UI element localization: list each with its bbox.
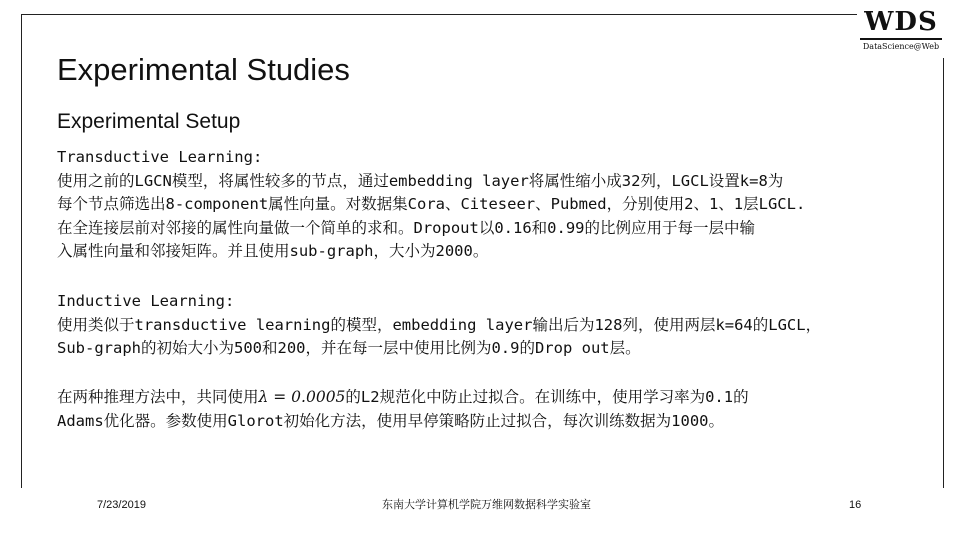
transductive-line: 使用之前的LGCN模型，将属性较多的节点，通过embedding layer将属性缩小成32列，LGCL设置k=8为 [57, 171, 784, 190]
lambda-formula: λ = 0.0005 [258, 388, 346, 406]
logo-rule [860, 38, 942, 40]
logo-subtext: DataScience@Web [862, 42, 940, 51]
logo-text: WDS [864, 7, 938, 37]
slide-title: Experimental Studies [57, 52, 350, 87]
transductive-line: 入属性向量和邻接矩阵。并且使用sub-graph，大小为2000。 [57, 242, 489, 260]
inductive-line: 使用类似于transductive learning的模型，embedding layer输出后为128列，使用两层k=64的LGCL， [57, 315, 822, 334]
training-line-1 [57, 386, 937, 410]
slide-subtitle: Experimental Setup [57, 110, 241, 133]
inductive-section [57, 290, 937, 361]
wds-logo [858, 7, 944, 55]
transductive-line: 在全连接层前对邻接的属性向量做一个简单的求和。Dropout以0.16和0.99的比例应用于每一层中输 [57, 218, 755, 237]
frame-right-border [943, 58, 944, 488]
footer-date: 7/23/2019 [97, 499, 146, 511]
transductive-heading: Transductive Learning: [57, 148, 263, 166]
frame-left-border [21, 14, 22, 488]
transductive-line: 每个节点筛选出8-component属性向量。对数据集Cora、Citeseer、Pubmed，分别使用2、1、1层LGCL. [57, 195, 806, 213]
inductive-heading: Inductive Learning: [57, 292, 235, 310]
inductive-line: Sub-graph的初始大小为500和200，并在每一层中使用比例为0.9的Drop out层。 [57, 339, 641, 357]
training-line-2: Adams优化器。参数使用Glorot初始化方法，使用早停策略防止过拟合，每次训练数据为1000。 [57, 411, 724, 430]
training-line-1-start: 在两种推理方法中，共同使用 [57, 388, 259, 406]
footer-page-number: 16 [849, 499, 862, 511]
training-line-1-end: 的L2规范化中防止过拟合。在训练中，使用学习率为0.1的 [345, 388, 749, 406]
transductive-section [57, 146, 937, 264]
footer-institution: 东南大学计算机学院万维网数据科学实验室 [382, 499, 591, 511]
training-section [57, 386, 937, 433]
frame-top-border [21, 14, 857, 15]
